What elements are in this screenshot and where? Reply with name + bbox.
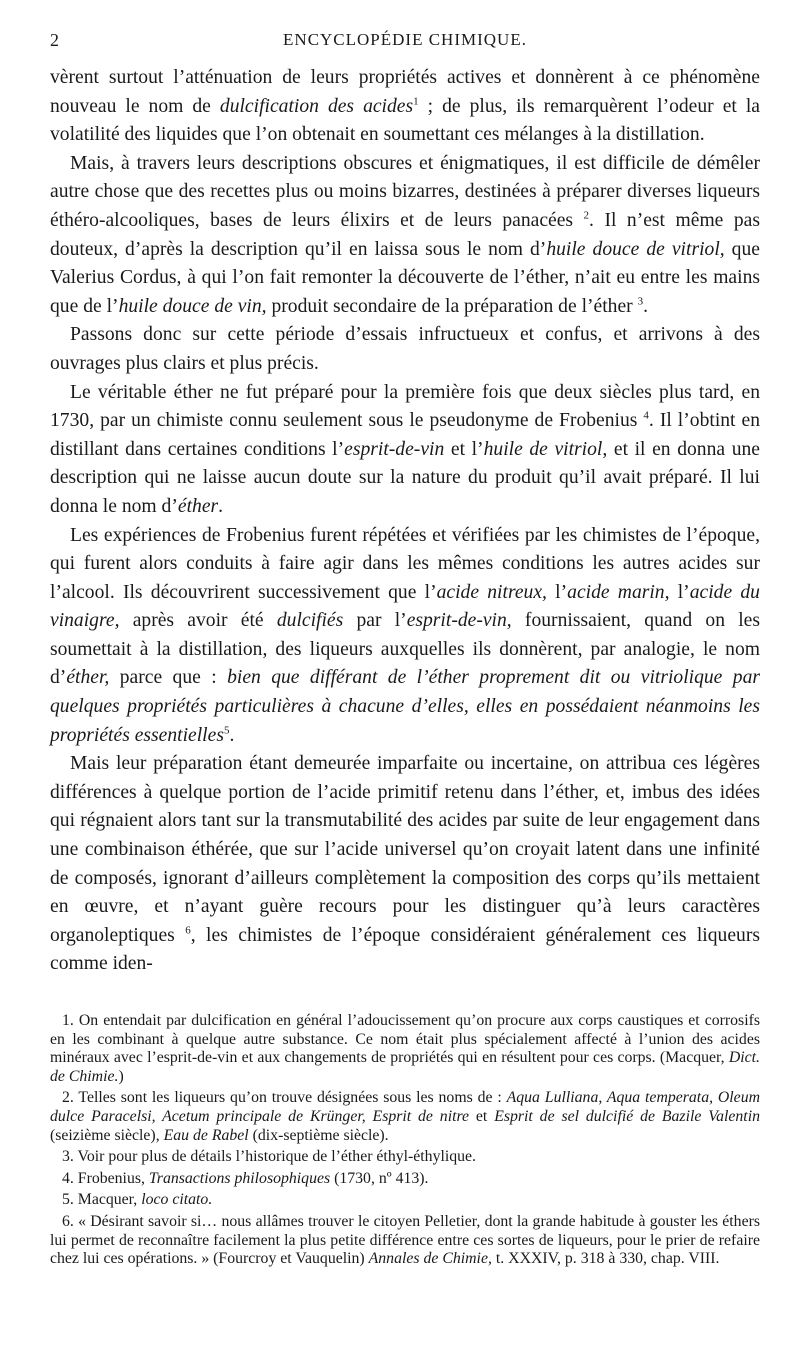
footnote-1: 1. On entendait par dulcification en général l’adoucissement qu’on procure aux corps caustiques et corrosifs en les combinant à quelque autre substance. Ce nom était plus spécialement affecté à l’union des acides minéraux avec l’esprit-de-vin et aux changements de propriétés qui en résultent pour ces corps. (Macquer, Dict. de Chimie.) bbox=[50, 1012, 760, 1085]
footnote-ref-3[interactable]: 3 bbox=[637, 295, 644, 308]
footnote-3: 3. Voir pour plus de détails l’historique de l’éther éthyl-éthylique. bbox=[62, 1148, 476, 1166]
running-header bbox=[50, 24, 760, 50]
paragraph-2: Mais, à travers leurs descriptions obscures et énigmatiques, il est difficile de démêler autre chose que des recettes plus ou moins bizarres, destinées à préparer diverses liqueurs éthéro-alcooliques, bases de leurs élixirs et de leurs panacées $^2$. Il n’est même pas douteux, d’après la description qu’il en laissa sous le nom d’huile douce de vitriol, que Valerius Cordus, à qui l’on fait remonter la découverte de l’éther, n’ait eu entre les mains que de l’huile douce de vin, produit secondaire de la préparation de l’éther $^3$. bbox=[50, 152, 760, 317]
footnote-ref-1[interactable]: 1 bbox=[413, 95, 419, 108]
paragraph-1: vèrent surtout l’atténuation de leurs propriétés actives et donnèrent à ce phénomène nouveau le nom de dulcification des acides$^1$ ; de plus, ils remarquèrent l’odeur et la volatilité des liquides que l’on obtenait en soumettant ces mélanges à la distillation. bbox=[50, 67, 760, 146]
paragraph-4: Le véritable éther ne fut préparé pour la première fois que deux siècles plus tard, en 1730, par un chimiste connu seulement sous le pseudonyme de Frobenius $^4$. Il l’obtint en distillant dans certaines conditions l’esprit-de-vin et l’huile de vitriol, et il en donna une description qui ne laisse aucun doute sur la nature du produit qu’il avait préparé. Il lui donna le nom d’éther. bbox=[50, 381, 761, 517]
header-title: ENCYCLOPÉDIE CHIMIQUE. bbox=[283, 30, 527, 49]
footnote-5: 5. Macquer, loco citato. bbox=[62, 1191, 213, 1209]
page-number: 2 bbox=[50, 30, 60, 50]
footnote-ref-2[interactable]: 2 bbox=[583, 209, 590, 222]
footnote-4: 4. Frobenius, Transactions philosophiques (1730, nº 413). bbox=[62, 1169, 429, 1187]
paragraph-5: Les expériences de Frobenius furent répétées et vérifiées par les chimistes de l’époque, qui furent alors conduits à faire agir dans les mêmes conditions les autres acides sur l’alcool. Ils découvrirent successivement que l’acide nitreux, l’acide marin, l’acide du vinaigre, après avoir été dulcifiés par l’esprit-de-vin, fournissaient, quand on les soumettait à la distillation, des liqueurs auxquelles ils donnèrent, par analogie, le nom d’éther, parce que : bien que différant de l’éther proprement dit ou vitriolique par quelques propriétés particulières à chacune d’elles, elles en possédaient néanmoins les propriétés essentielles$^5$. bbox=[50, 524, 760, 746]
paragraph-6: Mais leur préparation étant demeurée imparfaite ou incertaine, on attribua ces légères différences à quelque portion de l’acide primitif retenu dans l’éther, et, imbus des idées qui régnaient alors tant sur la transmutabilité des acides par suite de leur engagement dans une combinaison éthérée, que sur l’acide universel qu’on croyait latent dans une infinité de composés, ignorant d’ailleurs complètement la composition des corps qu’ils mettaient en œuvre, et n’ayant guère recours pour les distinguer qu’à leurs caractères organoleptiques $^6$, les chimistes de l’époque considéraient généralement ces liqueurs comme iden- bbox=[50, 753, 760, 975]
footnote-2: 2. Telles sont les liqueurs qu’on trouve désignées sous les noms de : Aqua Lulliana, Aqua temperata, Oleum dulce Paracelsi, Acetum principale de Krünger, Esprit de nitre et Esprit de sel dulcifié de Bazile Valentin (seizième siècle), Eau de Rabel (dix-septième siècle). bbox=[50, 1089, 761, 1144]
footnote-ref-6[interactable]: 6 bbox=[185, 924, 191, 937]
footnotes bbox=[50, 1012, 760, 1272]
footnote-ref-4[interactable]: 4 bbox=[643, 409, 649, 422]
footnote-ref-5[interactable]: 5 bbox=[223, 724, 230, 737]
footnote-6: 6. « Désirant savoir si… nous allâmes trouver le citoyen Pelletier, dont la grande habitude à gouster les éthers lui permet de reconnaître facilement la plus petite différence entre ces sortes de liqueurs, pour le prier de refaire chez lui ces opérations. » (Fourcroy et Vauquelin) Annales de Chimie, t. XXXIV, p. 318 à 330, chap. VIII. bbox=[50, 1212, 760, 1268]
body-text bbox=[50, 64, 760, 979]
paragraph-3: Passons donc sur cette période d’essais infructueux et confus, et arrivons à des ouvrages plus clairs et plus précis. bbox=[50, 324, 760, 374]
